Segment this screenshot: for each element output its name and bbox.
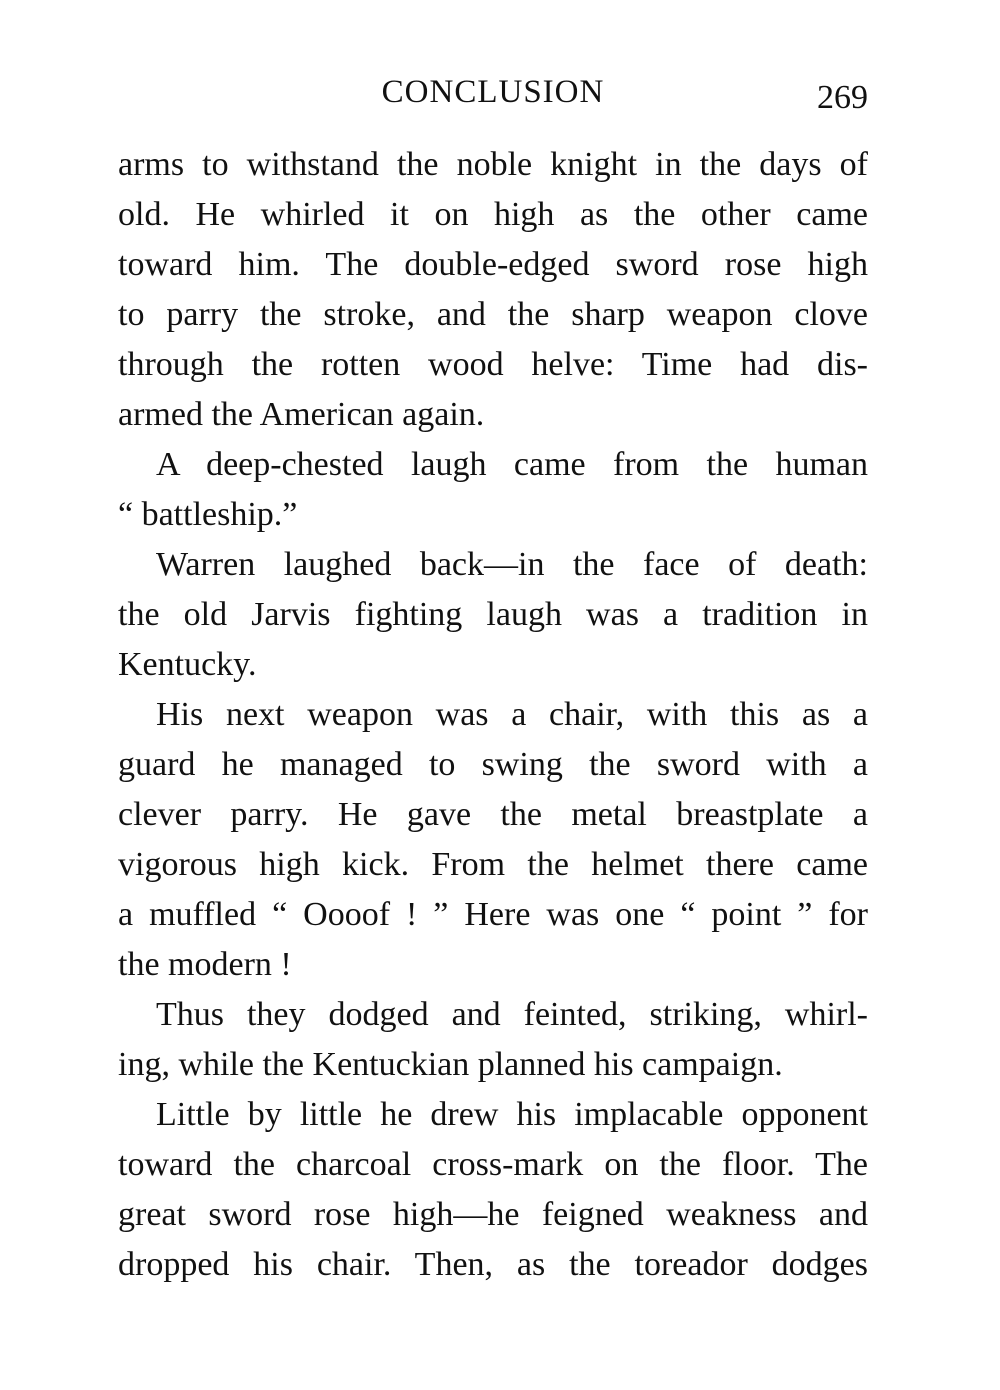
text-line: Kentucky. [118,646,257,683]
text-line: the old Jarvis fighting laugh was a tradition in [118,596,868,633]
text-line: A deep-chested laugh came from the human [156,446,868,483]
text-line: “ battleship.” [118,496,298,533]
text-line: a muffled “ Oooof ! ” Here was one “ point ” for [118,896,868,933]
text-line: great sword rose high—he feigned weakness and [118,1196,868,1233]
text-line: guard he managed to swing the sword with a [118,746,868,783]
text-line: clever parry. He gave the metal breastplate a [118,796,868,833]
text-line: arms to withstand the noble knight in the days of [118,146,868,183]
text-line: old. He whirled it on high as the other came [118,196,868,233]
text-line: through the rotten wood helve: Time had dis- [118,346,868,383]
text-line: the modern ! [118,946,292,983]
text-line: ing, while the Kentuckian planned his campaign. [118,1046,783,1083]
body-text [118,140,868,1290]
text-line: armed the American again. [118,396,485,433]
text-line: toward the charcoal cross-mark on the floor. The [118,1146,868,1183]
text-line: Warren laughed back—in the face of death: [156,546,868,583]
text-line: to parry the stroke, and the sharp weapon clove [118,296,868,333]
text-line: dropped his chair. Then, as the toreador dodges [118,1246,868,1283]
text-line: vigorous high kick. From the helmet there came [118,846,868,883]
text-line: Little by little he drew his implacable opponent [156,1096,868,1133]
running-head: CONCLUSION [381,74,605,110]
text-line: Thus they dodged and feinted, striking, whirl- [156,996,868,1033]
page-header [118,72,868,122]
text-line: His next weapon was a chair, with this as a [156,696,868,733]
text-line: toward him. The double-edged sword rose high [118,246,868,283]
page-number: 269 [817,79,868,116]
